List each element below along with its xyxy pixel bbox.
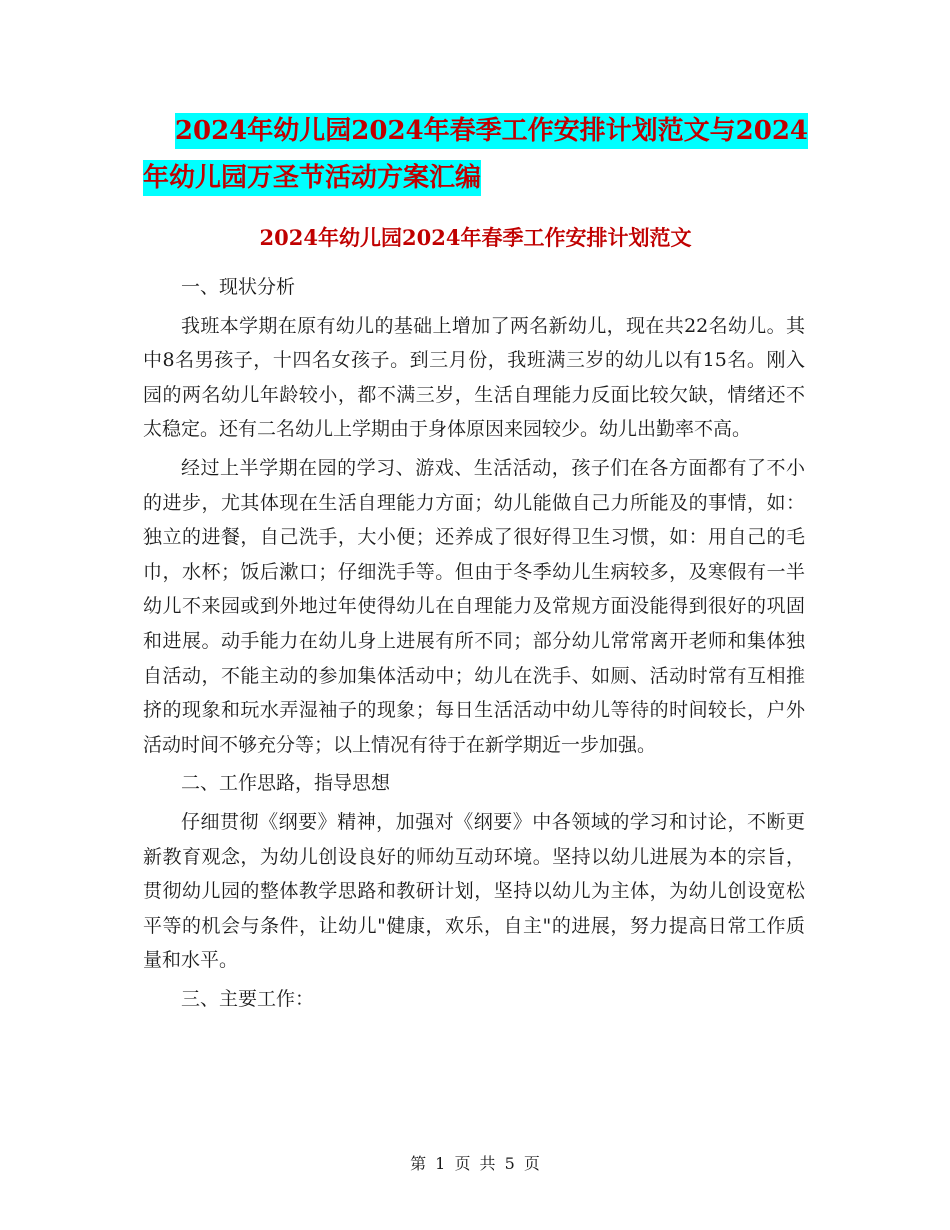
title-highlight: 年幼儿园万圣节活动方案汇编 xyxy=(143,160,481,196)
paragraph: 我班本学期在原有幼儿的基础上增加了两名新幼儿，现在共22名幼儿。其中8名男孩子，十四名女孩子。到三月份，我班满三岁的幼儿以有15名。刚入园的两名幼儿年龄较小，都不满三岁，生活自理能力反面比较欠缺，情绪还不太稳定。还有二名幼儿上学期由于身体原因来园较少。幼儿出勤率不高。 xyxy=(143,314,805,441)
document-title-line-1 xyxy=(143,108,808,155)
heading-work-ideas: 二、工作思路，指导思想 xyxy=(181,772,391,795)
paragraph: 经过上半学期在园的学习、游戏、生活活动，孩子们在各方面都有了不小的进步，尤其体现在生活自理能力方面；幼儿能做自己力所能及的事情，如：独立的进餐，自己洗手，大小便；还养成了很好得卫生习惯，如：用自己的毛巾，水杯；饭后漱口；仔细洗手等。但由于冬季幼儿生病较多，及寒假有一半幼儿不来园或到外地过年使得幼儿在自理能力及常规方面没能得到很好的巩固和进展。动手能力在幼儿身上进展有所不同；部分幼儿常常离开老师和集体独自活动，不能主动的参加集体活动中；幼儿在洗手、如厕、活动时常有互相推挤的现象和玩水弄湿袖子的现象；每日生活活动中幼儿等待的时间较长，户外活动时间不够充分等；以上情况有待于在新学期近一步加强。 xyxy=(143,456,805,756)
document-title-line-2 xyxy=(143,155,808,202)
section-title: 2024年幼儿园2024年春季工作安排计划范文 xyxy=(259,225,692,250)
paragraph: 仔细贯彻《纲要》精神，加强对《纲要》中各领域的学习和讨论，不断更新教育观念，为幼儿创设良好的师幼互动环境。坚持以幼儿进展为本的宗旨，贯彻幼儿园的整体教学思路和教研计划，坚持以幼儿为主体，为幼儿创设宽松平等的机会与条件，让幼儿"健康，欢乐，自主"的进展，努力提高日常工作质量和水平。 xyxy=(143,810,805,972)
page-footer: 第 1 页 共 5 页 xyxy=(410,1154,540,1173)
heading-main-work: 三、主要工作： xyxy=(181,987,315,1010)
title-highlight: 2024年幼儿园2024年春季工作安排计划范文与2024 xyxy=(175,113,808,149)
heading-status-analysis: 一、现状分析 xyxy=(181,276,296,298)
document-title xyxy=(143,108,808,202)
document-body xyxy=(143,270,805,1020)
